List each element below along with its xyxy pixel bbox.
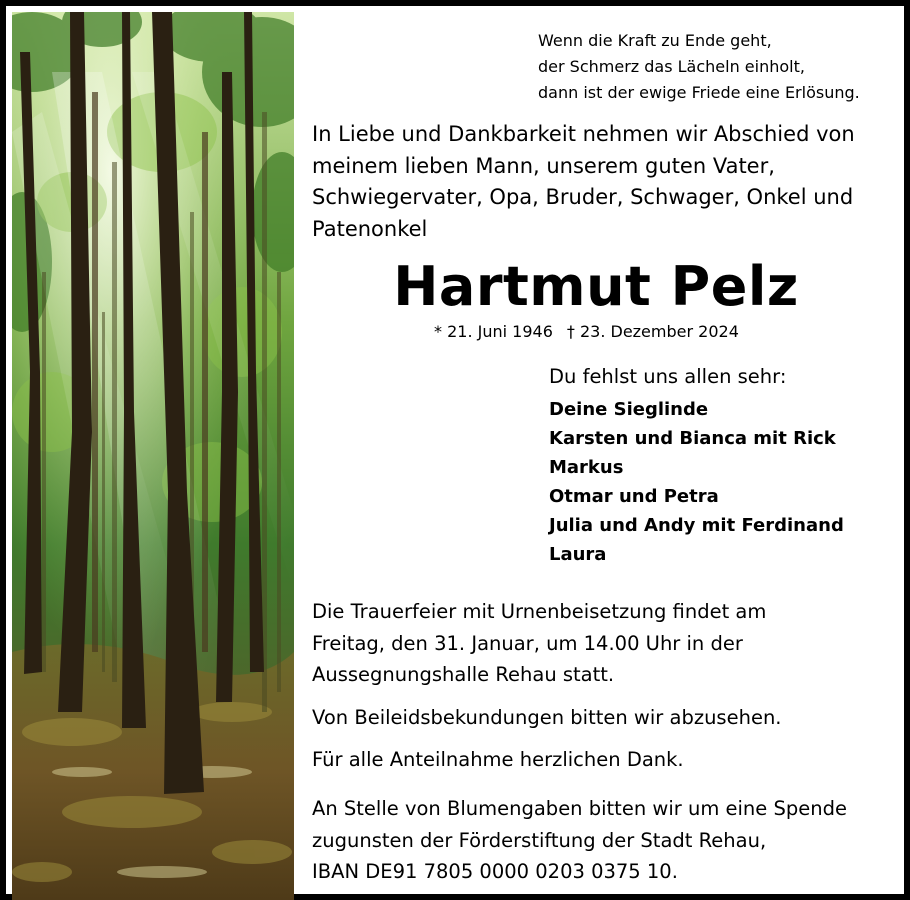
service-line: Aussegnungshalle Rehau statt.: [312, 663, 615, 686]
forest-photo: [12, 12, 294, 900]
intro-line: meinem lieben Mann, unserem guten Vater,: [312, 153, 775, 178]
funeral-service-text: [312, 596, 766, 691]
mourner-name: Laura: [549, 544, 607, 565]
intro-line: In Liebe und Dankbarkeit nehmen wir Abschied von: [312, 122, 855, 146]
mourner-name: Otmar und Petra: [549, 486, 719, 507]
death-date: † 23. Dezember 2024: [566, 322, 739, 341]
mourners-list: [549, 395, 844, 569]
mourners-heading: Du fehlst uns allen sehr:: [549, 365, 787, 388]
intro-line: Patenonkel: [312, 216, 428, 241]
mourner-name: Markus: [549, 457, 624, 478]
mourner-name: Julia und Andy mit Ferdinand: [549, 515, 844, 536]
poem-line: der Schmerz das Lächeln einholt,: [538, 57, 805, 76]
thanks-note: Für alle Anteilnahme herzlichen Dank.: [312, 748, 684, 771]
deceased-name: Hartmut Pelz: [393, 255, 799, 318]
intro-line: Schwiegervater, Opa, Bruder, Schwager, Onkel und: [312, 185, 854, 209]
poem: [538, 28, 860, 106]
service-line: Freitag, den 31. Januar, um 14.00 Uhr in der: [312, 631, 743, 655]
life-dates: [434, 321, 739, 343]
donation-line: zugunsten der Förderstiftung der Stadt Rehau,: [312, 828, 767, 852]
donation-text: [312, 793, 847, 888]
donation-line: An Stelle von Blumengaben bitten wir um eine Spende: [312, 797, 847, 820]
mourner-name: Deine Sieglinde: [549, 399, 709, 420]
intro-text: [312, 119, 855, 245]
poem-line: Wenn die Kraft zu Ende geht,: [538, 31, 772, 50]
donation-iban: IBAN DE91 7805 0000 0203 0375 10.: [312, 860, 678, 883]
birth-date: * 21. Juni 1946: [434, 322, 553, 341]
mourner-name: Karsten und Bianca mit Rick: [549, 428, 836, 449]
poem-line: dann ist der ewige Friede eine Erlösung.: [538, 83, 860, 102]
condolence-note: Von Beileidsbekundungen bitten wir abzusehen.: [312, 706, 782, 729]
service-line: Die Trauerfeier mit Urnenbeisetzung findet am: [312, 600, 767, 623]
